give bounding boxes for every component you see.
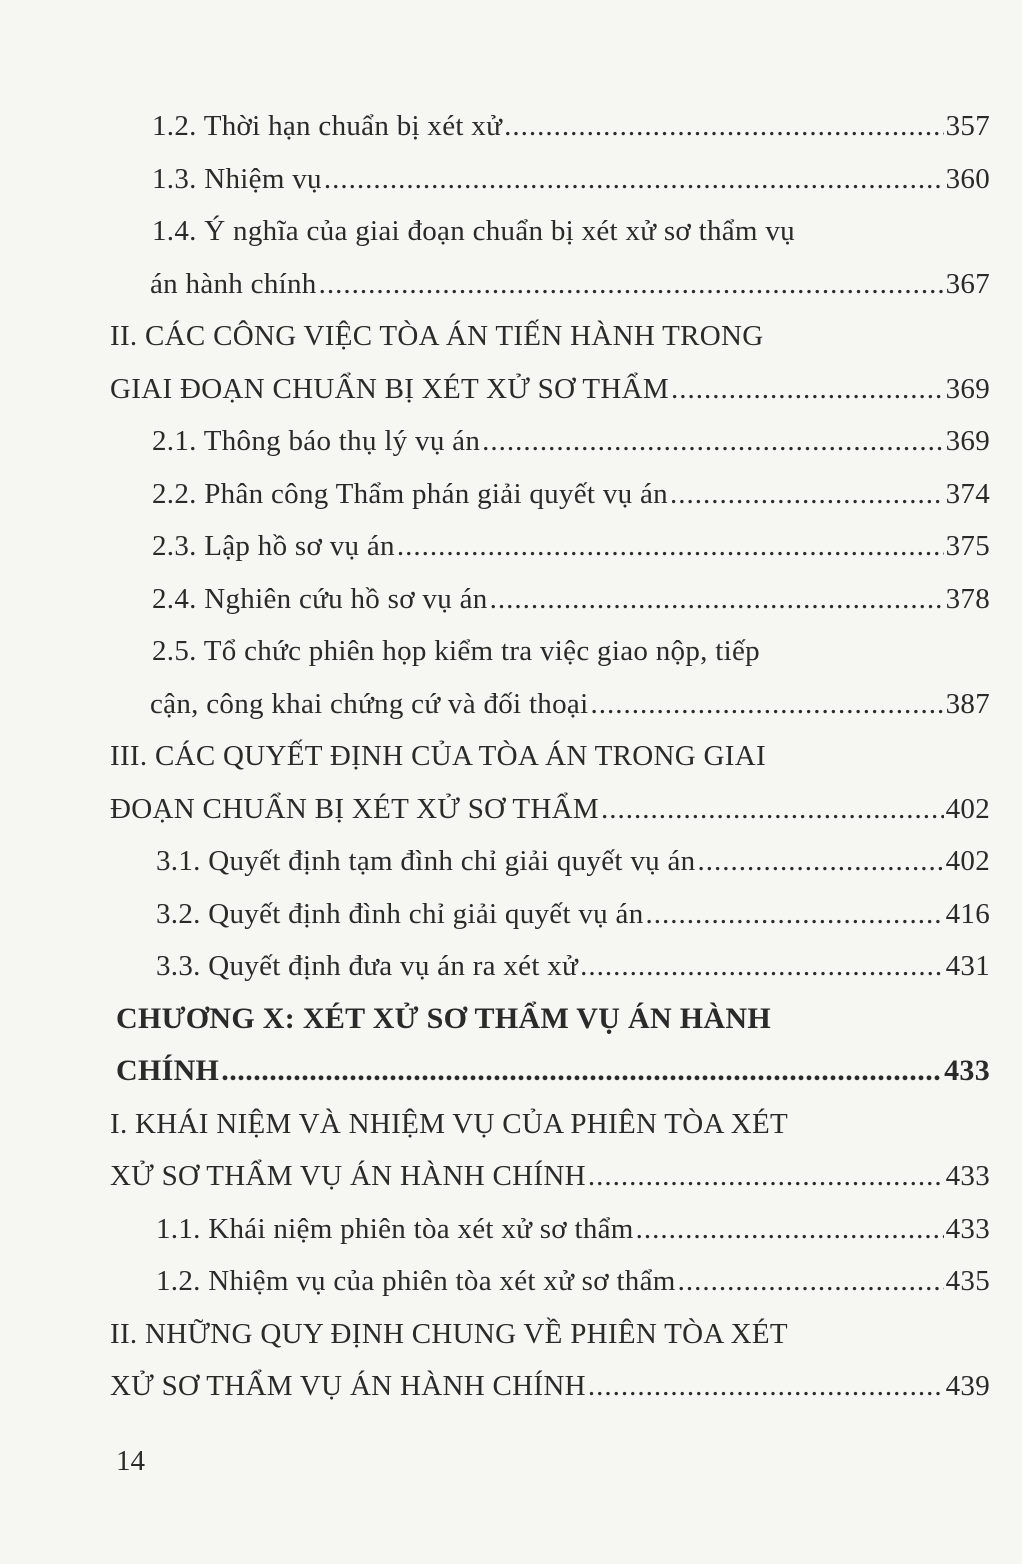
- toc-entry-label: GIAI ĐOẠN CHUẨN BỊ XÉT XỬ SƠ THẨM: [110, 372, 669, 405]
- toc-entry: [110, 1306, 990, 1359]
- toc-entry: [110, 1148, 990, 1201]
- dot-leader: [636, 1211, 944, 1247]
- toc-entry-label: 3.3. Quyết định đưa vụ án ra xét xử: [156, 950, 579, 982]
- table-of-contents: [0, 98, 1022, 1411]
- toc-entry-page: 431: [945, 950, 990, 982]
- toc-entry: [152, 466, 990, 519]
- toc-entry: [152, 98, 990, 151]
- toc-entry-label: 2.5. Tổ chức phiên họp kiểm tra việc giao nộp, tiếp: [152, 635, 760, 667]
- toc-entry-label: 1.4. Ý nghĩa của giai đoạn chuẩn bị xét xử sơ thẩm vụ: [152, 215, 795, 247]
- toc-chapter-heading: [116, 1043, 990, 1096]
- toc-entry-label: CHÍNH: [116, 1054, 220, 1087]
- toc-entry-page: 357: [945, 110, 990, 142]
- toc-entry-page: 369: [945, 425, 990, 457]
- toc-entry-label: ĐOẠN CHUẨN BỊ XÉT XỬ SƠ THẨM: [110, 792, 600, 825]
- toc-entry: [156, 833, 990, 886]
- dot-leader: [601, 791, 944, 827]
- toc-entry-page: 369: [945, 372, 990, 405]
- toc-entry-page: 433: [945, 1212, 990, 1245]
- toc-entry: [152, 413, 990, 466]
- toc-entry-page: 367: [945, 267, 990, 300]
- dot-leader: [504, 108, 943, 144]
- toc-entry-label: 2.4. Nghiên cứu hồ sơ vụ án: [152, 582, 488, 615]
- dot-leader: [221, 1053, 942, 1089]
- toc-entry-label: II. NHỮNG QUY ĐỊNH CHUNG VỀ PHIÊN TÒA XÉT: [110, 1317, 788, 1350]
- toc-entry-page: 416: [945, 897, 990, 930]
- toc-entry: [156, 1253, 990, 1306]
- toc-entry-page: 387: [945, 687, 990, 720]
- toc-entry-page: 375: [945, 530, 990, 562]
- toc-entry-label: 3.2. Quyết định đình chỉ giải quyết vụ án: [156, 897, 644, 930]
- toc-entry-label: 1.3. Nhiệm vụ: [152, 162, 322, 195]
- dot-leader: [697, 843, 943, 879]
- toc-entry: [152, 151, 990, 204]
- toc-entry-label: 2.3. Lập hồ sơ vụ án: [152, 530, 395, 562]
- toc-entry-label: 1.2. Nhiệm vụ của phiên tòa xét xử sơ thẩm: [156, 1265, 676, 1297]
- toc-entry: [110, 1358, 990, 1411]
- toc-entry-label: CHƯƠNG X: XÉT XỬ SƠ THẨM VỤ ÁN HÀNH: [116, 1001, 771, 1035]
- toc-entry-page: 439: [945, 1370, 990, 1402]
- dot-leader: [490, 581, 944, 617]
- dot-leader: [482, 423, 943, 459]
- toc-entry: [152, 518, 990, 571]
- toc-entry-page: 378: [945, 582, 990, 615]
- toc-entry: [152, 571, 990, 624]
- toc-entry-label: 1.1. Khái niệm phiên tòa xét xử sơ thẩm: [156, 1212, 634, 1245]
- toc-entry: [150, 256, 990, 309]
- toc-entry-label: 2.2. Phân công Thẩm phán giải quyết vụ án: [152, 477, 668, 510]
- toc-entry: [110, 1096, 990, 1149]
- dot-leader: [588, 1158, 944, 1194]
- toc-entry: [156, 886, 990, 939]
- toc-entry: [152, 623, 990, 676]
- toc-entry: [110, 781, 990, 834]
- dot-leader: [670, 476, 944, 512]
- toc-entry-page: 402: [945, 792, 990, 825]
- toc-entry-page: 402: [945, 845, 990, 877]
- toc-entry-page: 435: [945, 1265, 990, 1297]
- toc-entry-label: III. CÁC QUYẾT ĐỊNH CỦA TÒA ÁN TRONG GIAI: [110, 740, 766, 772]
- toc-chapter-heading: [116, 991, 990, 1044]
- dot-leader: [580, 948, 944, 984]
- toc-entry: [152, 203, 990, 256]
- toc-entry-label: XỬ SƠ THẨM VỤ ÁN HÀNH CHÍNH: [110, 1160, 586, 1192]
- toc-entry-page: 360: [945, 162, 990, 195]
- page-number: 14: [116, 1445, 145, 1477]
- dot-leader: [588, 1368, 944, 1404]
- dot-leader: [646, 896, 944, 932]
- toc-entry: [156, 1201, 990, 1254]
- toc-entry-page: 433: [944, 1054, 990, 1087]
- toc-entry: [150, 676, 990, 729]
- dot-leader: [678, 1263, 944, 1299]
- toc-entry-page: 433: [945, 1160, 990, 1192]
- dot-leader: [319, 266, 944, 302]
- dot-leader: [590, 686, 943, 722]
- toc-entry: [156, 938, 990, 991]
- toc-entry-label: cận, công khai chứng cứ và đối thoại: [150, 687, 589, 720]
- dot-leader: [324, 161, 944, 197]
- toc-entry: [110, 361, 990, 414]
- toc-entry-page: 374: [945, 477, 990, 510]
- toc-entry-label: II. CÁC CÔNG VIỆC TÒA ÁN TIẾN HÀNH TRONG: [110, 320, 764, 352]
- toc-entry-label: 1.2. Thời hạn chuẩn bị xét xử: [152, 110, 503, 142]
- toc-entry-label: 3.1. Quyết định tạm đình chỉ giải quyết vụ án: [156, 845, 696, 877]
- toc-entry-label: án hành chính: [150, 267, 317, 300]
- toc-entry-label: XỬ SƠ THẨM VỤ ÁN HÀNH CHÍNH: [110, 1370, 586, 1402]
- dot-leader: [671, 371, 944, 407]
- toc-entry-label: 2.1. Thông báo thụ lý vụ án: [152, 425, 481, 457]
- toc-entry: [110, 308, 990, 361]
- toc-entry: [110, 728, 990, 781]
- toc-entry-label: I. KHÁI NIỆM VÀ NHIỆM VỤ CỦA PHIÊN TÒA XÉT: [110, 1107, 788, 1140]
- dot-leader: [397, 528, 944, 564]
